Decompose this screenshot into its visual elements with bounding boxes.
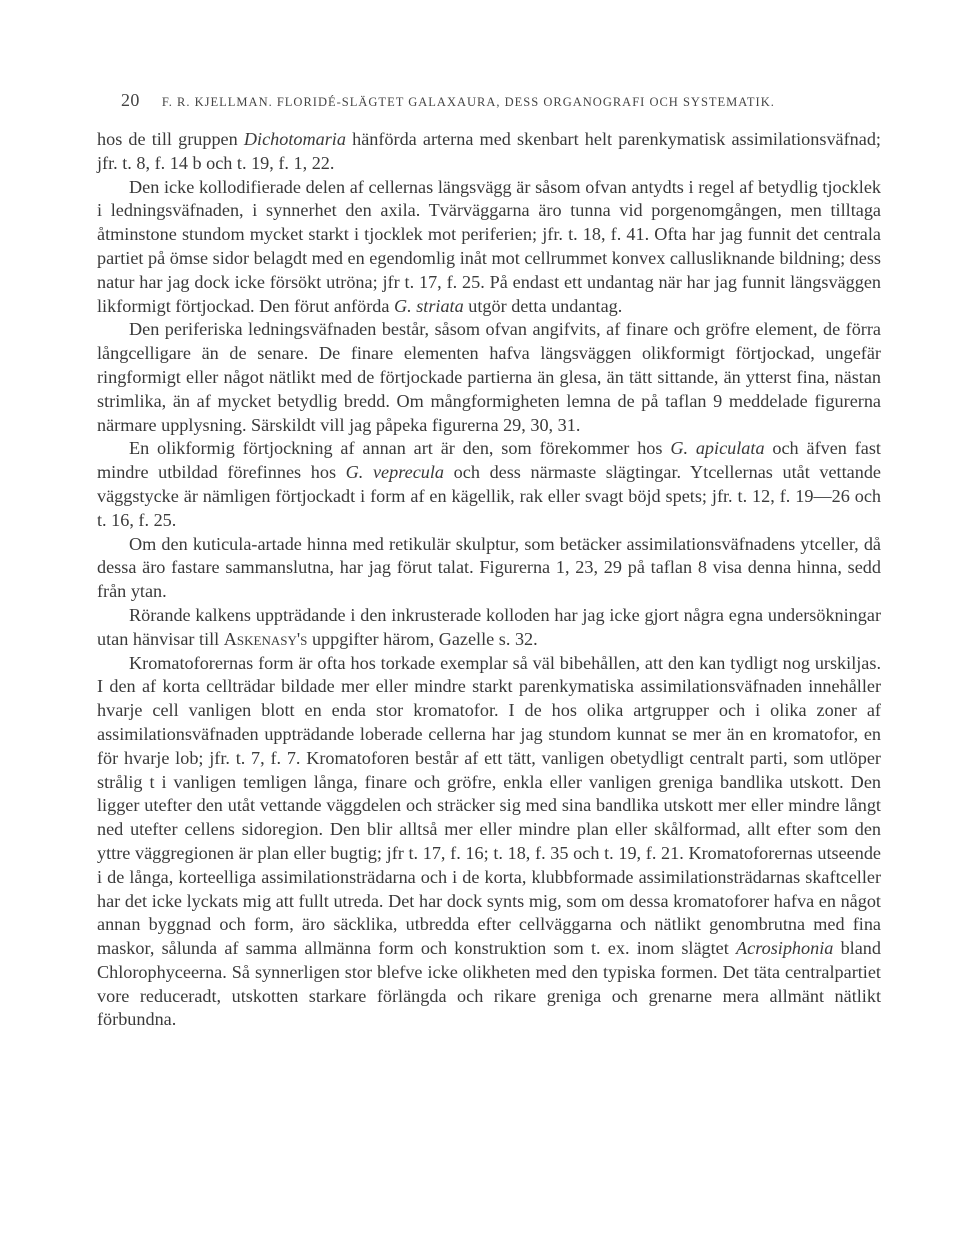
- text-run: hänförda arterna med skenbart helt parenkymatisk assimilationsväfnad; jfr. t. 8, f. 14 b och t. 19, f. 1, 22.: [97, 129, 881, 173]
- text-run: Den icke kollodifierade delen af cellernas längsvägg är såsom ofvan antydts i regel af betydlig tjocklek i ledningsväfnaden, i synnerhet den axila. Tvärväggarna äro tunna vid porgenomgången, men tilltaga åtminstone stundom mycket starkt i tjocklek mot periferien; jfr. t. 18, f. 41. Ofta har jag funnit det centrala partiet på ömse sidor belagdt med en egendomlig inåt mot cellrummet konvex callusliknande bildning; dess natur har jag dock icke försökt utröna; jfr t. 17, f. 25. På endast ett undantag när har jag funnit längsväggen likformigt förtjockad. Den förut anförda: [97, 176, 881, 316]
- running-title: F. R. KJELLMAN. FLORIDÉ-SLÄGTET GALAXAURA, DESS ORGANOGRAFI OCH SYSTEMATIK.: [161, 95, 775, 109]
- italic-term: Acrosiphonia: [736, 938, 834, 959]
- text-run: bland Chlorophyceerna. Så synnerligen stor blefve icke olikheten med den typiska formen. Det täta centralpartiet vore reduceradt, utskotten starkare förlängda och rikare greniga och grenarne mera allmänt nätlikt förbundna.: [97, 938, 881, 1030]
- text-run: och äfven fast mindre utbildad förefinnes hos: [97, 438, 881, 483]
- author-name: Askenasy's: [223, 628, 308, 649]
- running-header: [121, 90, 851, 111]
- text-run: Den periferiska ledningsväfnaden består, såsom ofvan angifvits, af finare och gröfre element, de förra långcelligare än de senare. De finare elementen hafva längsväggen olikformigt förtjockad, ungefär ringformigt eller något nätlikt med de förtjockade partierna än glesa, än tätt sittande, än ytterst fina, nästan strimlika, än af mycket betydlig bredd. Om mångformigheten lemna de på taflan 9 meddelade figurerna närmare upplysning. Särskildt vill jag påpeka figurerna 29, 30, 31.: [97, 319, 881, 435]
- italic-term: G. apiculata: [670, 438, 765, 459]
- text-run: Rörande kalkens uppträdande i den inkrusterade kolloden har jag icke gjort några egna undersökningar utan hänvisar till: [97, 604, 881, 649]
- text-run: uppgifter härom, Gazelle s. 32.: [307, 628, 538, 649]
- page-number: 20: [121, 90, 140, 110]
- text-run: Kromatoforernas form är ofta hos torkade exemplar så väl bibehållen, att den kan tydligt nog urskiljas. I den af korta cellträdar bildade mer eller mindre starkt parenkymatiska assimilationsväfnaden innehåller hvarje cell vanligen blott en enda stor kromatofor. I de hos olika artgrupper och i olika zoner af assimilationsväfnaden uppträdande loberade cellerna har jag stundom kunnat se mer än en kromatofor, en för hvarje lob; jfr. t. 7, f. 7. Kromatoforen består af ett tätt, vanligen obetydligt centralt parti, som utlöper strålig t i vanligen temligen långa, finare och gröfre, enkla eller vanligen greniga bandlika utskott. Den ligger utefter den utåt vettande väggdelen och sträcker sig med sina bandlika utskott mer eller mindre långt ned utefter cellens sidoregion. Den blir alltså mer eller mindre plan eller skålformad, allt efter som den yttre väggregionen är plan eller bugtig; jfr t. 17, f. 16; t. 18, f. 35 och t. 19, f. 21. Kromatoforernas utseende i de långa, korteelliga assimilationsträdarna och i de korta, klubbformade assimilationsträdarnas skaftceller har det icke lyckats mig att fullt utreda. Det har dock synts mig, som om dessa kromatoforer hafva en något annan byggnad och form, äro säcklika, utbredda efter cellväggarna och nätlikt genombrutna med fina maskor, sålunda af samma allmänna form och konstruktion som t. ex. inom slägtet: [97, 652, 881, 959]
- text-run: Om den kuticula-artade hinna med retikulär skulptur, som betäcker assimilationsväfnadens ytceller, då dessa äro fastare sammanslutna, har jag förut talat. Figurerna 1, 23, 29 på taflan 8 visa denna hinna, sedd från ytan.: [97, 533, 881, 602]
- body-text: [97, 128, 881, 1032]
- paragraph: [97, 604, 881, 652]
- paragraph: [97, 128, 881, 176]
- italic-term: Dichotomaria: [243, 129, 346, 149]
- text-run: och dess närmaste slägtingar. Ytcellernas utåt vettande väggstycke är nämligen förtjockadt i form af en kägellik, rak eller svagt böjd spets; jfr. t. 12, f. 19—26 och t. 16, f. 25.: [97, 462, 881, 530]
- paragraph: [97, 176, 881, 319]
- paragraph: [97, 652, 881, 1033]
- paragraph: [97, 437, 881, 532]
- paragraph: [97, 533, 881, 604]
- italic-term: G. veprecula: [345, 462, 445, 483]
- italic-term: G. striata: [393, 295, 464, 316]
- text-run: hos de till gruppen: [97, 129, 244, 149]
- paragraph: [97, 318, 881, 437]
- text-run: utgör detta undantag.: [463, 295, 623, 316]
- text-run: En olikformig förtjockning af annan art är den, som förekommer hos: [129, 438, 671, 459]
